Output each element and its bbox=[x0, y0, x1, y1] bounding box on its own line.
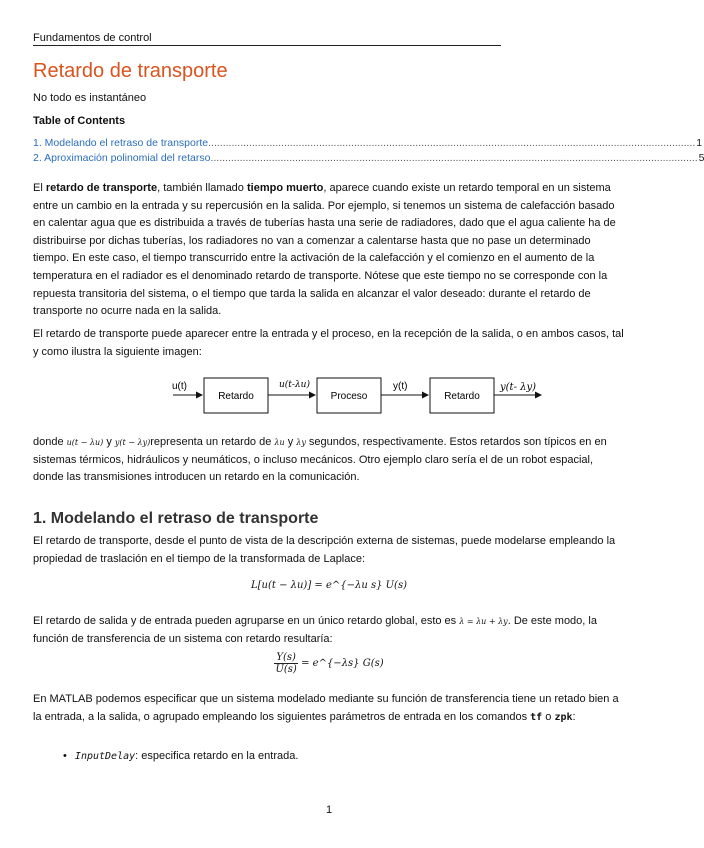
text: En MATLAB podemos especificar que un sistema modelado mediante su función de transferencia tiene un retado bien a la entrada, a la salida, o agrupado empleando los siguientes parámetros de entrada en los comandos bbox=[33, 693, 619, 723]
text: El retardo de salida y de entrada pueden agruparse en un único retardo global, esto es bbox=[33, 615, 460, 627]
output-signal-label: y(t- λy) bbox=[500, 382, 537, 393]
subtitle: No todo es instantáneo bbox=[33, 92, 147, 104]
toc-page-number: 5 bbox=[698, 152, 704, 164]
text: representa un retardo de bbox=[150, 436, 275, 448]
code-inline: zpk bbox=[554, 711, 573, 723]
denominator: U(s) bbox=[275, 664, 297, 675]
math-inline: λu bbox=[274, 438, 285, 447]
toc-link[interactable]: 2. Aproximación polinomial del retarso bbox=[33, 152, 211, 164]
section-paragraph bbox=[33, 691, 625, 726]
toc-leader: ....................................................................................................................................................................... bbox=[208, 137, 696, 149]
diagram-intro-paragraph: El retardo de transporte puede aparecer entre la entrada y el proceso, en la recepción de la salida, o en ambos casos, tal y como ilustra la siguiente imagen: bbox=[33, 328, 624, 358]
text: , aparece cuando existe un retardo temporal en un sistema entre un cambio en la entrada y su repercusión en la salida. Por ejemplo, si tenemos un sistema de calefacción basado en calentar agua que es distribuida a través de tuberías hasta una serie de radiadores, dado que el agua caliente ha de distribuirse por dichas tuberías, los radiadores no van a comenzar a calentarse hasta que no pase un determinado tiempo. En este caso, el tiempo transcurrido entre la activación de la calefacción y el comienzo en el aumento de la temperatura en el radiador es el denominado retardo de transporte. Nótese que este tiempo no se corresponde con la repuesta transitoria del sistema, o el tiempo que tarda la salida en alcanzar el valor deseado: durante el retardo de transporte no ocurre nada en la salida. bbox=[33, 182, 616, 318]
section-paragraph: El retardo de transporte, desde el punto de vista de la descripción externa de sistemas, puede modelarse empleando la propiedad de traslación en el tiempo de la transformada de Laplace: bbox=[33, 535, 616, 565]
page-title: Retardo de transporte bbox=[33, 60, 228, 82]
document-page bbox=[33, 0, 704, 848]
toc-page-number: 1 bbox=[696, 137, 703, 149]
math-inline: λ = λu + λy bbox=[459, 617, 508, 626]
code-inline: InputDelay bbox=[74, 751, 136, 762]
math-inline: u(t − λu) bbox=[66, 438, 104, 447]
list-item bbox=[63, 750, 298, 762]
text: : especifica retardo en la entrada. bbox=[135, 750, 299, 762]
block-label: Retardo bbox=[218, 391, 254, 402]
toc-item-2[interactable] bbox=[33, 152, 704, 167]
term-transport-delay: retardo de transporte bbox=[45, 182, 158, 194]
toc-link[interactable]: 1. Modelando el retraso de transporte bbox=[33, 137, 209, 149]
toc-leader: ....................................................................................................................................................................... bbox=[210, 152, 698, 164]
text: , también llamado bbox=[157, 182, 247, 194]
toc-item-1[interactable] bbox=[33, 137, 703, 152]
math-inline: λy bbox=[296, 438, 306, 447]
term-dead-time: tiempo muerto bbox=[246, 182, 324, 194]
diagram-explanation-paragraph bbox=[33, 434, 625, 487]
section-heading: 1. Modelando el retraso de transporte bbox=[33, 510, 319, 527]
input-signal-label: u(t) bbox=[172, 381, 187, 392]
equation-rhs: = e^{−λs} G(s) bbox=[301, 658, 384, 669]
fraction bbox=[274, 652, 298, 675]
text: y bbox=[103, 436, 115, 448]
block-diagram bbox=[138, 372, 558, 420]
text: segundos, respectivamente. Estos retardos son típicos en en sistemas térmicos, hidráulicos y neumáticos, o incluso mecánicos. Otro ejemplo claro sería el de un robot espacial, donde las transmisiones introducen un retardo en la comunicación. bbox=[33, 436, 607, 484]
table-of-contents bbox=[33, 137, 704, 167]
running-header: Fundamentos de control bbox=[33, 32, 501, 46]
equation-laplace-shift: L[u(t − λu)] = e^{−λu s} U(s) bbox=[251, 580, 407, 591]
toc-heading: Table of Contents bbox=[33, 115, 126, 127]
page-number: 1 bbox=[325, 804, 333, 816]
text: . De este modo, la función de transferencia de un sistema con retardo resultaría: bbox=[33, 615, 597, 645]
block-label: Proceso bbox=[330, 391, 368, 402]
signal-label: y(t) bbox=[393, 381, 408, 392]
text: y bbox=[284, 436, 297, 448]
numerator: Y(s) bbox=[276, 652, 296, 663]
equation-transfer-function bbox=[33, 652, 625, 675]
text: o bbox=[542, 710, 555, 723]
section-paragraph bbox=[33, 613, 625, 648]
text: El bbox=[33, 182, 46, 194]
signal-label: u(t-λu) bbox=[279, 380, 310, 390]
code-inline: tf bbox=[530, 711, 543, 723]
block-label: Retardo bbox=[444, 391, 480, 402]
text: : bbox=[572, 710, 576, 723]
math-inline: y(t − λy) bbox=[114, 438, 151, 447]
text: donde bbox=[33, 436, 67, 448]
parameter-list bbox=[63, 750, 298, 762]
intro-paragraph bbox=[33, 180, 625, 321]
